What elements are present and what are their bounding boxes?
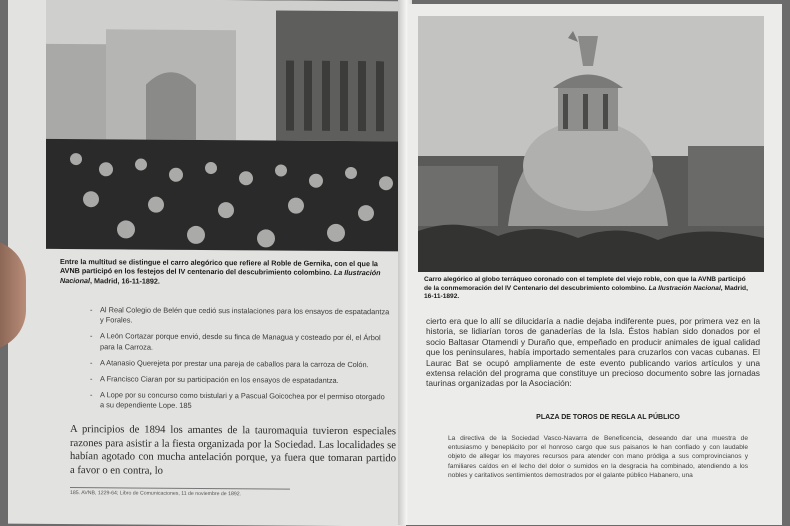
list-item: - Al Real Colegio de Belén que cedió sus instalaciones para los ensayos de espatadantza y Forales. [90,305,390,325]
list-item: - A Francisco Ciaran por su participación en los ensayos de espatadantza. [90,374,339,385]
left-caption-date: , Madrid, 16-11-1892. [89,275,160,286]
list-item-text: A Lope por su concurso como txistulari y a Pascual Goicochea por el permiso otorgado a su dependiente Lope. 185 [100,390,385,411]
float-photo [418,16,764,272]
list-item-text: A Atanasio Querejeta por prestar una pareja de caballos para la carroza de Colón. [100,358,369,369]
right-page [408,4,782,525]
left-caption-text: Entre la multitud se distingue el carro alegórico que refiere al Roble de Gernika, con el que la AVNB participó en los festejos del IV centenario del descubrimiento colombino. [60,256,378,278]
acknowledgement-list [90,305,390,419]
list-item-text: Al Real Colegio de Belén que cedió sus instalaciones para los ensayos de espatadantza y Forales. [100,305,390,325]
list-item: - A Lope por su concurso como txistulari y a Pascual Goicochea por el permiso otorgado a su dependiente Lope. 185 [90,390,385,411]
list-item: - A Atanasio Querejeta por prestar una pareja de caballos para la carroza de Colón. [90,357,369,369]
section-heading: PLAZA DE TOROS DE REGLA AL PÚBLICO [536,414,680,421]
list-item: - A León Cortazar porque envió, desde su finca de Managua y costeado por él, el Árbol para la Carroza. [90,331,381,352]
float-photo-drawing [418,16,764,272]
footnote: 185. AVNB, 1229-64; Libro de Comunicaciones, 11 de noviembre de 1892. [70,487,290,498]
left-photo-caption [60,257,385,287]
right-photo-caption [424,276,754,302]
list-item-text: A Francisco Ciaran por su participación en los ensayos de espatadantza. [100,374,339,385]
right-caption-date: , Madrid, 16-11-1892. [424,284,748,301]
right-body-paragraph: cierto era que lo allí se dilucidaría a nadie dejaba indiferente pues, por primera vez en la historia, se lidiarían toros de ganaderías de la Isla. Éstos habían sido donados por el socio Baltasar Otamendi y Duraño que, empeñado en producir animales de igual calidad que los peninsulares, había importado sementales para cruzarlos con vacas cubanas. El Laurac Bat se ocupó ampliamente de este evento publicando varios artículos y una extensa relación del programa que constituye un precioso documento sobre las jornadas taurinas organizadas por la Asociación: [426,316,760,389]
left-caption-source: La Ilustración Nacional [60,268,381,285]
left-body-paragraph: A principios de 1894 los amantes de la tauromaquia tuvieron especiales razones para asistir a la fiesta organizada por la Sociedad. Las localidades se habían agotado con mucha antelación porque, ya fuera que tomaran partido a favor o en contra, lo [70,424,396,477]
left-page [8,0,406,526]
right-caption-text: Carro alegórico al globo terráqueo coronado con el templete del viejo roble, con que la AVNB participó de la conmemoración del IV Centenario del descubrimiento colombino. [424,276,746,292]
right-caption-source: La Ilustración Nacional [648,284,721,292]
quoted-announcement: La directiva de la Sociedad Vasco-Navarra de Beneficencia, deseando dar una muestra de entusiasmo y beneplácito por el honroso cargo que sus paisanos le han confiado y con laudable objeto de allegar los mayores recursos para atender con mano pródiga a sus comprovincianos y familiares caídos en el lecho del dolor o sumidos en la desgracia ha combinado, atendiendo a los nobles y caritativos sentimientos demostrados por el galante público Habanero, una [448,435,748,479]
list-item-text: A León Cortazar porque envió, desde su finca de Managua y costeado por él, el Árbol para la Carroza. [100,331,381,352]
parade-photo-drawing [46,0,404,251]
parade-photo [46,0,404,251]
